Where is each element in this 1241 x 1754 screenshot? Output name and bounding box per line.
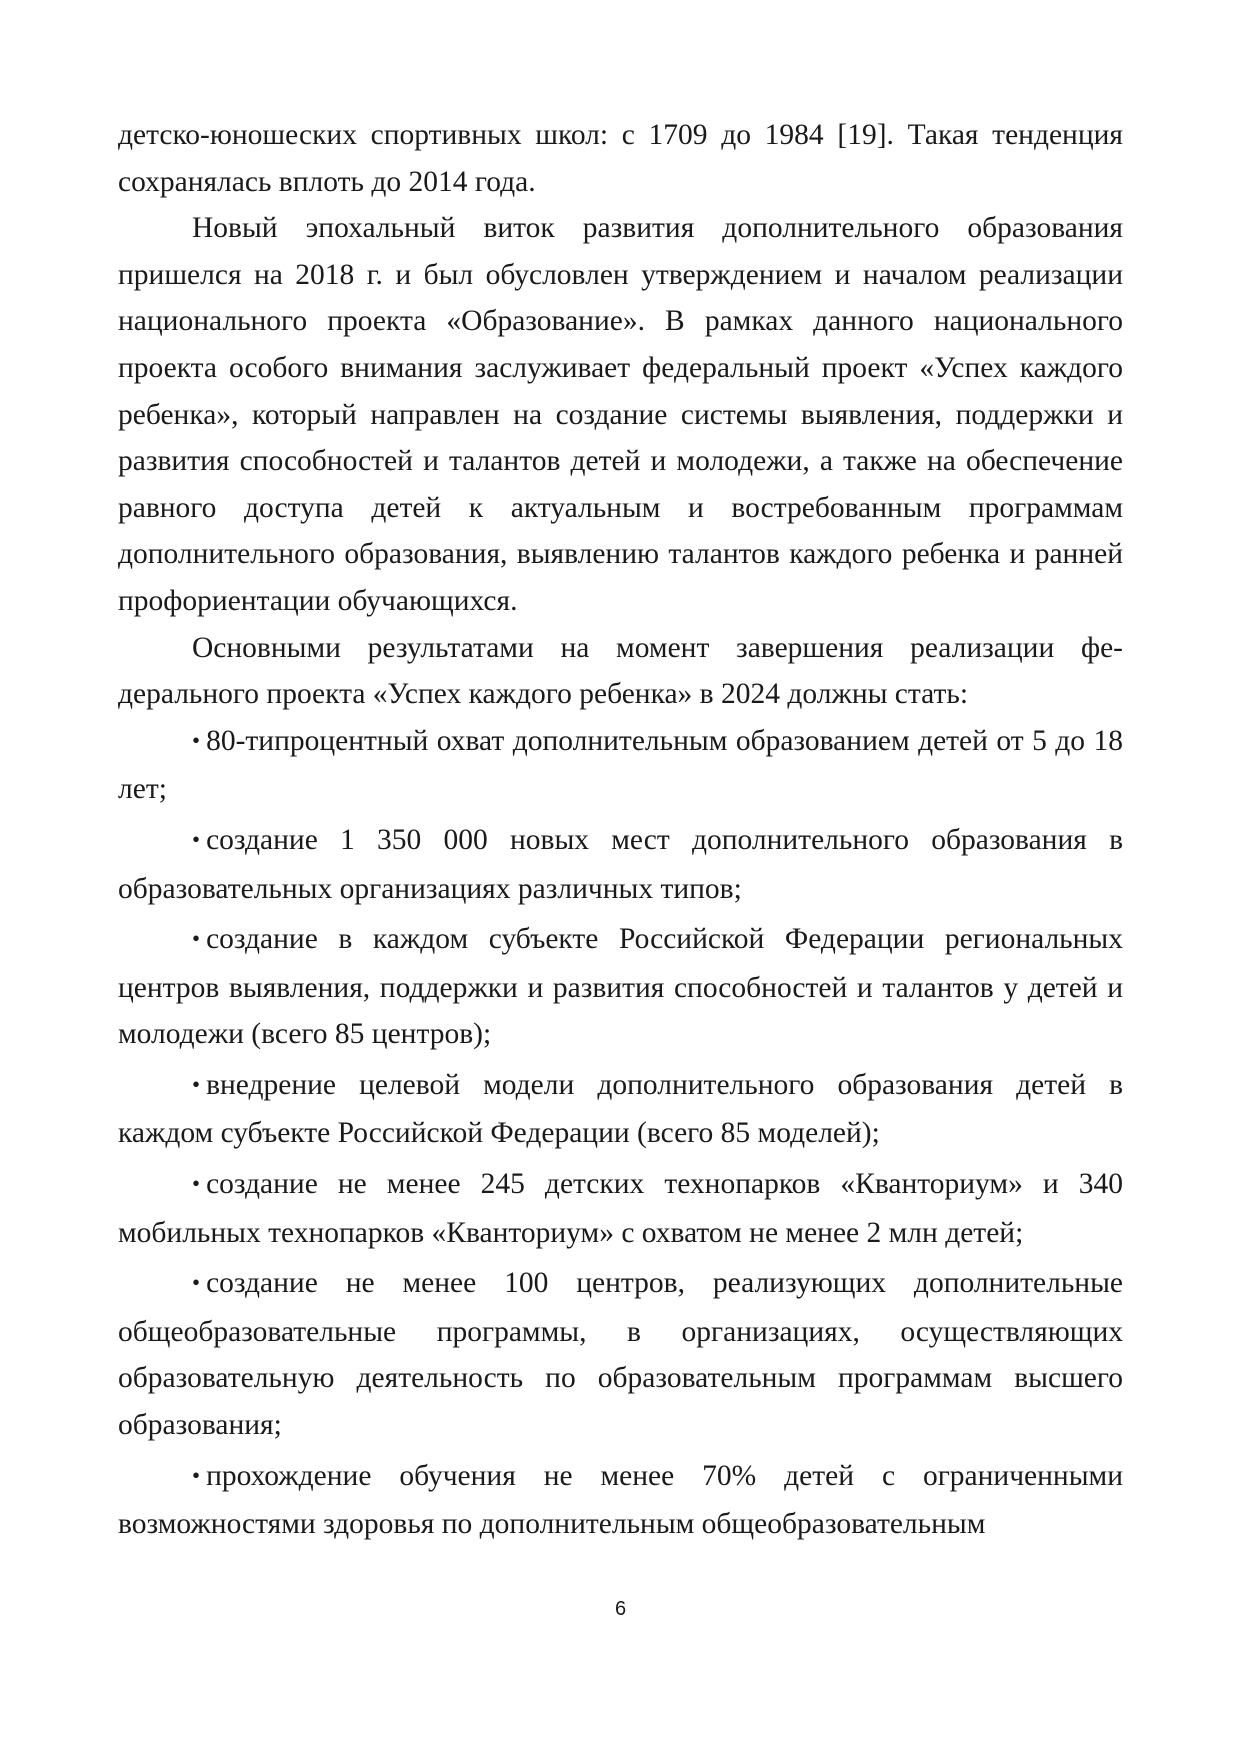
bullet-icon: • — [192, 926, 201, 952]
list-item — [118, 916, 1123, 1058]
list-item — [118, 1260, 1123, 1448]
paragraph-results-intro: Основными результатами на момент завершения реализации федерального проекта «Успех каждого ребенка» в 2024 должны стать: — [118, 631, 1123, 711]
list-item — [118, 1161, 1123, 1256]
bullet-icon: • — [192, 1462, 201, 1488]
list-item-text: создание в каждом субъекте Российской Федерации региональных центров выявления, поддержки и развития способностей и талантов у детей и молодежи (всего 85 центров); — [118, 923, 1123, 1051]
page-number: 6 — [614, 1598, 627, 1620]
paragraph-continuation: детско-юношеских спортивных школ: с 1709 до 1984 [19]. Такая тенденция сохранялась вплоть до 2014 года. — [118, 119, 1123, 198]
list-item — [118, 1453, 1123, 1548]
bullet-icon: • — [192, 1270, 201, 1296]
bullet-icon: • — [192, 826, 201, 852]
bullet-icon: • — [192, 1071, 201, 1097]
list-item-text: прохождение обучения не менее 70% детей с ограниченными возможностями здоровья по дополнительным общеобразовательным — [118, 1459, 1123, 1541]
list-item — [118, 1062, 1123, 1157]
list-item-text: создание не менее 100 центров, реализующих дополнительные общеобразовательные программы, в организациях, осуществляющих образовательную деятельность по образовательным программам высшего образования; — [118, 1267, 1123, 1442]
list-item — [118, 817, 1123, 912]
list-item-text: создание не менее 245 детских технопарков «Кванториум» и 340 мобильных технопарков «Кванториум» с охватом не менее 2 млн детей; — [118, 1168, 1123, 1249]
list-item — [118, 718, 1123, 813]
page-body — [118, 112, 1123, 1552]
list-item-text: 80-типроцентный охват дополнительным образованием детей от 5 до 18 лет; — [118, 724, 1123, 806]
list-item-text: внедрение целевой модели дополнительного образования детей в каждом субъекте Российской Федерации (всего 85 моделей); — [118, 1068, 1123, 1150]
paragraph-national-project: Новый эпохальный виток развития дополнительного образования пришелся на 2018 г. и был обусловлен утверждением и началом реализации национального проекта «Образование». В рамках данного национального проекта особого внимания заслуживает федеральный проект «Успех каждого ребенка», который направлен на создание системы выявления, поддержки и развития способностей и талантов детей и молодежи, а также на обеспечение равного доступа детей к актуальным и востребованным программам дополнительного образования, выявлению талантов каждого ребенка и ранней профориентации обучающихся. — [118, 212, 1123, 617]
list-item-text: создание 1 350 000 новых мест дополнительного образования в образовательных организациях различных типов; — [118, 823, 1123, 905]
bullet-icon: • — [192, 1171, 201, 1197]
bullet-icon: • — [192, 727, 201, 753]
